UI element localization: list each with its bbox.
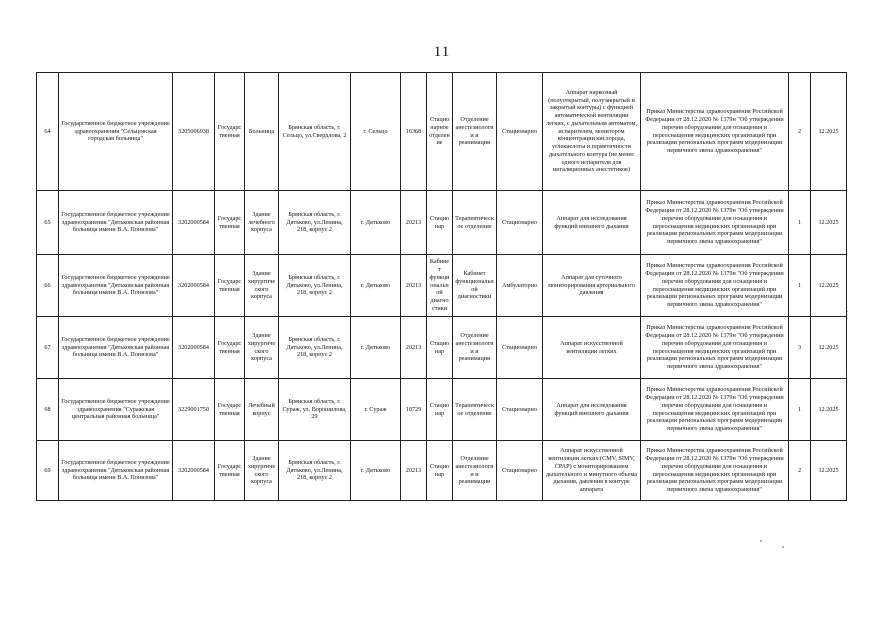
row-number: 69 [37, 441, 59, 501]
ownership-type: Государственная [215, 441, 245, 501]
delivery-date: 12.2025 [811, 73, 847, 191]
unit-name: Отделение анестезиологии и реанимации [453, 317, 497, 379]
row-number: 68 [37, 379, 59, 441]
building-name: Здание лечебного корпуса [245, 191, 279, 255]
order-reference: Приказ Министерства здравоохранения Российской Федерации от 28.12.2020 № 1379н "Об утверждении перечня оборудования для оснащения и переоснащения медицинских организаций при реализации региональных программ модернизации первичного звена здравоохранения" [641, 191, 789, 255]
delivery-date: 12.2025 [811, 441, 847, 501]
address: Брянская область, г. Сельцо, ул.Свердлова, 2 [279, 73, 351, 191]
postcode: 16368 [401, 73, 427, 191]
delivery-date: 12.2025 [811, 255, 847, 317]
quantity: 3 [789, 317, 811, 379]
table-row [37, 379, 847, 441]
care-type: Стационарно [497, 441, 543, 501]
table-row [37, 441, 847, 501]
city: г. Сураж [351, 379, 401, 441]
inn-code: 3202000584 [173, 191, 215, 255]
address: Брянская область, г. Дятьково, ул.Ленина, 218, корпус 2 [279, 191, 351, 255]
equipment-name: Аппарат наркозный (полуоткрытый, полузакрытый и закрытый контуры) с функцией автоматической вентиляции легких, с дыхательным автоматом, испарителем, монитором концентрации кислорода, углекислоты и герметичности дыхательного контура (не менее одного испарителя для ингаляционных анестетиков) [543, 73, 641, 191]
margin-mark: · · · [845, 310, 852, 320]
order-reference: Приказ Министерства здравоохранения Российской Федерации от 28.12.2020 № 1379н "Об утверждении перечня оборудования для оснащения и переоснащения медицинских организаций при реализации региональных программ модернизации первичного звена здравоохранения" [641, 379, 789, 441]
equipment-name: Аппарат для исследования функций внешнего дыхания [543, 191, 641, 255]
ownership-type: Государственная [215, 191, 245, 255]
quantity: 1 [789, 255, 811, 317]
address: Брянская область, г. Дятьково, ул.Ленина, 218, корпус 2 [279, 317, 351, 379]
building-name: Здание хирургического корпуса [245, 255, 279, 317]
scan-speck [782, 546, 784, 548]
delivery-date: 12.2025 [811, 191, 847, 255]
row-number: 64 [37, 73, 59, 191]
building-name: Здание хирургического корпуса [245, 317, 279, 379]
postcode: 20213 [401, 317, 427, 379]
order-reference: Приказ Министерства здравоохранения Российской Федерации от 28.12.2020 № 1379н "Об утверждении перечня оборудования для оснащения и переоснащения медицинских организаций при реализации региональных программ модернизации первичного звена здравоохранения" [641, 317, 789, 379]
page-number: 11 [433, 44, 451, 60]
postcode: 20213 [401, 191, 427, 255]
unit-name: Отделение анестезиологии и реанимации [453, 441, 497, 501]
unit-name: Кабинет функциональной диагностики [453, 255, 497, 317]
organization-name: Государственное бюджетное учреждение здравоохранения "Дятьковская районная больница имени В.А. Понизова" [59, 255, 173, 317]
city: г. Дятьково [351, 191, 401, 255]
department: Кабинет функциональной диагностики [427, 255, 453, 317]
unit-name: Отделение анестезиологии и реанимации [453, 73, 497, 191]
equipment-name: Аппарат искусственной вентиляции легких [543, 317, 641, 379]
building-name: Больница [245, 73, 279, 191]
postcode: 20213 [401, 255, 427, 317]
care-type: Стационарно [497, 379, 543, 441]
scan-speck [760, 540, 762, 542]
quantity: 1 [789, 191, 811, 255]
order-reference: Приказ Министерства здравоохранения Российской Федерации от 28.12.2020 № 1379н "Об утверждении перечня оборудования для оснащения и переоснащения медицинских организаций при реализации региональных программ модернизации первичного звена здравоохранения" [641, 73, 789, 191]
delivery-date: 12.2025 [811, 379, 847, 441]
ownership-type: Государственная [215, 379, 245, 441]
inn-code: 3202000584 [173, 441, 215, 501]
row-number: 67 [37, 317, 59, 379]
ownership-type: Государственная [215, 73, 245, 191]
row-number: 65 [37, 191, 59, 255]
department: Стационар [427, 317, 453, 379]
city: г. Дятьково [351, 255, 401, 317]
department: Стационар [427, 379, 453, 441]
quantity: 2 [789, 441, 811, 501]
care-type: Стационарно [497, 73, 543, 191]
organization-name: Государственное бюджетное учреждение здравоохранения "Суражская центральная районная больница" [59, 379, 173, 441]
equipment-name: Аппарат для исследования функций внешнего дыхания [543, 379, 641, 441]
address: Брянская область, г. Дятьково, ул.Ленина, 218, корпус 2 [279, 441, 351, 501]
row-number: 66 [37, 255, 59, 317]
margin-mark: · · [843, 372, 850, 378]
table-row [37, 73, 847, 191]
equipment-table [36, 72, 847, 501]
organization-name: Государственное бюджетное учреждение здравоохранения "Дятьковская районная больница имени В.А. Понизова" [59, 191, 173, 255]
department: Стационар [427, 441, 453, 501]
city: г. Сельцо [351, 73, 401, 191]
organization-name: Государственное бюджетное учреждение здравоохранения "Дятьковская районная больница имени В.А. Понизова" [59, 441, 173, 501]
quantity: 2 [789, 73, 811, 191]
equipment-name: Аппарат искусственной вентиляции легких (CMV, SIMV, CPAP) с мониторированием дыхательного и минутного объема дыхания, давления в контуре аппарата [543, 441, 641, 501]
address: Брянская область, г. Дятьково, ул.Ленина, 218, корпус 2 [279, 255, 351, 317]
ownership-type: Государственная [215, 317, 245, 379]
city: г. Дятьково [351, 317, 401, 379]
building-name: Лечебный корпус [245, 379, 279, 441]
organization-name: Государственное бюджетное учреждение здравоохранения "Дятьковская районная больница имени В.А. Понизова" [59, 317, 173, 379]
table-body [37, 73, 847, 501]
postcode: 20213 [401, 441, 427, 501]
inn-code: 3202000584 [173, 317, 215, 379]
unit-name: Терапевтическое отделение [453, 379, 497, 441]
inn-code: 3205006938 [173, 73, 215, 191]
postcode: 10729 [401, 379, 427, 441]
table-row [37, 317, 847, 379]
delivery-date: 12.2025 [811, 317, 847, 379]
table-row [37, 191, 847, 255]
department: Стационарное отделение [427, 73, 453, 191]
order-reference: Приказ Министерства здравоохранения Российской Федерации от 28.12.2020 № 1379н "Об утверждении перечня оборудования для оснащения и переоснащения медицинских организаций при реализации региональных программ модернизации первичного звена здравоохранения" [641, 441, 789, 501]
ownership-type: Государственная [215, 255, 245, 317]
equipment-name: Аппарат для суточного мониторирования артериального давления [543, 255, 641, 317]
care-type: Амбулаторно [497, 255, 543, 317]
care-type: Стационарно [497, 317, 543, 379]
city: г. Дятьково [351, 441, 401, 501]
order-reference: Приказ Министерства здравоохранения Российской Федерации от 28.12.2020 № 1379н "Об утверждении перечня оборудования для оснащения и переоснащения медицинских организаций при реализации региональных программ модернизации первичного звена здравоохранения" [641, 255, 789, 317]
table-row [37, 255, 847, 317]
quantity: 1 [789, 379, 811, 441]
department: Стационар [427, 191, 453, 255]
building-name: Здание хирургического корпуса [245, 441, 279, 501]
inn-code: 3229001750 [173, 379, 215, 441]
unit-name: Терапевтическое отделение [453, 191, 497, 255]
organization-name: Государственное бюджетное учреждение здравоохранения "Сельцовская городская больница" [59, 73, 173, 191]
care-type: Стационарно [497, 191, 543, 255]
inn-code: 3202000584 [173, 255, 215, 317]
address: Брянская область, г. Сураж, ул. Ворошилова, 29 [279, 379, 351, 441]
